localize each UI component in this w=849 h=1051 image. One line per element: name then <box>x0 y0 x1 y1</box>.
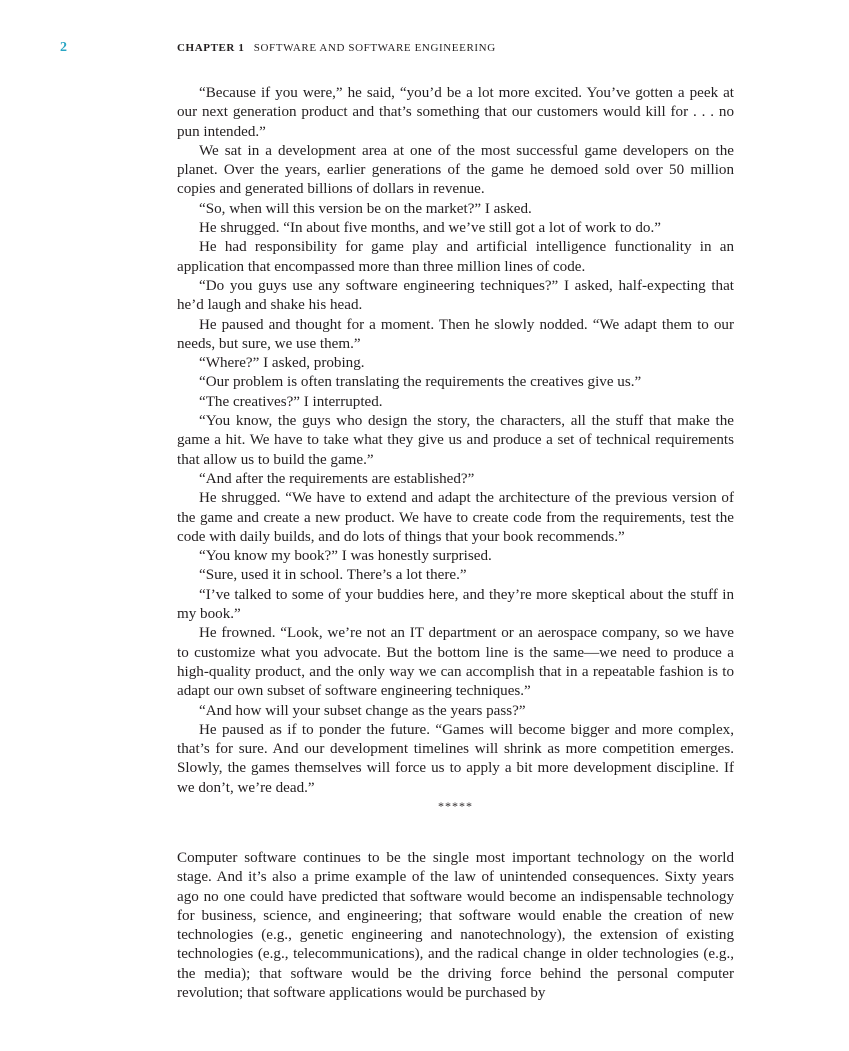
dialogue-paragraph: “Sure, used it in school. There’s a lot there.” <box>199 567 467 584</box>
dialogue-paragraph: He shrugged. “We have to extend and adapt the architecture of the previous version of the game and create a new product. We have to create code from the requirements, test the code with daily builds, and do lots of things that your book recommends.” <box>177 490 734 545</box>
dialogue-paragraph: He paused and thought for a moment. Then he slowly nodded. “We adapt them to our needs, but sure, we use them.” <box>177 316 734 352</box>
dialogue-paragraph: He shrugged. “In about five months, and we’ve still got a lot of work to do.” <box>199 220 661 237</box>
dialogue-paragraph: “You know my book?” I was honestly surprised. <box>199 548 492 565</box>
dialogue-paragraph: “You know, the guys who design the story, the characters, all the stuff that make the game a hit. We have to take what they give us and produce a set of technical requirements that allow us to build the game.” <box>177 413 734 468</box>
running-head <box>177 42 496 54</box>
dialogue-paragraph: We sat in a development area at one of the most successful game developers on the planet. Over the years, earlier generations of the game he demoed sold over 50 million copies and generated billions of dollars in revenue. <box>177 142 734 198</box>
dialogue-paragraph: “Our problem is often translating the requirements the creatives give us.” <box>199 374 642 391</box>
dialogue-paragraph: He frowned. “Look, we’re not an IT department or an aerospace company, so we have to customize what you advocate. But the bottom line is the same—we need to produce a high-quality product, and the only way we can accomplish that in a repeatable fashion is to adapt our own subset of software engineering techniques.” <box>177 625 734 700</box>
body-paragraph: Computer software continues to be the single most important technology on the world stage. And it’s also a prime example of the law of unintended consequences. Sixty years ago no one could have predicted that software would become an indispensable technology for business, science, and engineering; that software would enable the creation of new technologies (e.g., genetic engineering and nanotechnology), the extension of existing technologies (e.g., telecommunications), and the radical change in older technologies (e.g., the media); that software would be the driving force behind the personal computer revolution; that software applications would be purchased by <box>177 849 734 1002</box>
dialogue-paragraph: “So, when will this version be on the market?” I asked. <box>199 200 532 217</box>
dialogue-paragraph: He paused as if to ponder the future. “Games will become bigger and more complex, that’s for sure. And our development timelines will shrink as more competition emerges. Slowly, the games themselves will force us to apply a bit more development discipline. If we don’t, we’re dead.” <box>177 721 734 796</box>
dialogue-paragraph: “Where?” I asked, probing. <box>199 355 365 372</box>
chapter-title: SOFTWARE AND SOFTWARE ENGINEERING <box>253 42 496 54</box>
dialogue-paragraph: He had responsibility for game play and artificial intelligence functionality in an application that encompassed more than three million lines of code. <box>177 239 734 275</box>
chapter-label: CHAPTER 1 <box>177 42 245 54</box>
section-break: ***** <box>438 798 473 813</box>
main-text <box>177 84 734 1003</box>
dialogue-paragraph: “And how will your subset change as the years pass?” <box>199 702 526 719</box>
dialogue-paragraph: “And after the requirements are established?” <box>199 470 475 487</box>
page-number: 2 <box>60 40 67 55</box>
dialogue-paragraph: “I’ve talked to some of your buddies here, and they’re more skeptical about the stuff in my book.” <box>177 586 734 623</box>
dialogue-paragraph: “Do you guys use any software engineering techniques?” I asked, half-expecting that he’d laugh and shake his head. <box>177 277 734 314</box>
dialogue-paragraph: “The creatives?” I interrupted. <box>199 393 383 410</box>
dialogue-paragraph: “Because if you were,” he said, “you’d be a lot more excited. You’ve gotten a peek at our next generation product and that’s something that our customers would kill for . . . no pun intended.” <box>177 85 734 140</box>
